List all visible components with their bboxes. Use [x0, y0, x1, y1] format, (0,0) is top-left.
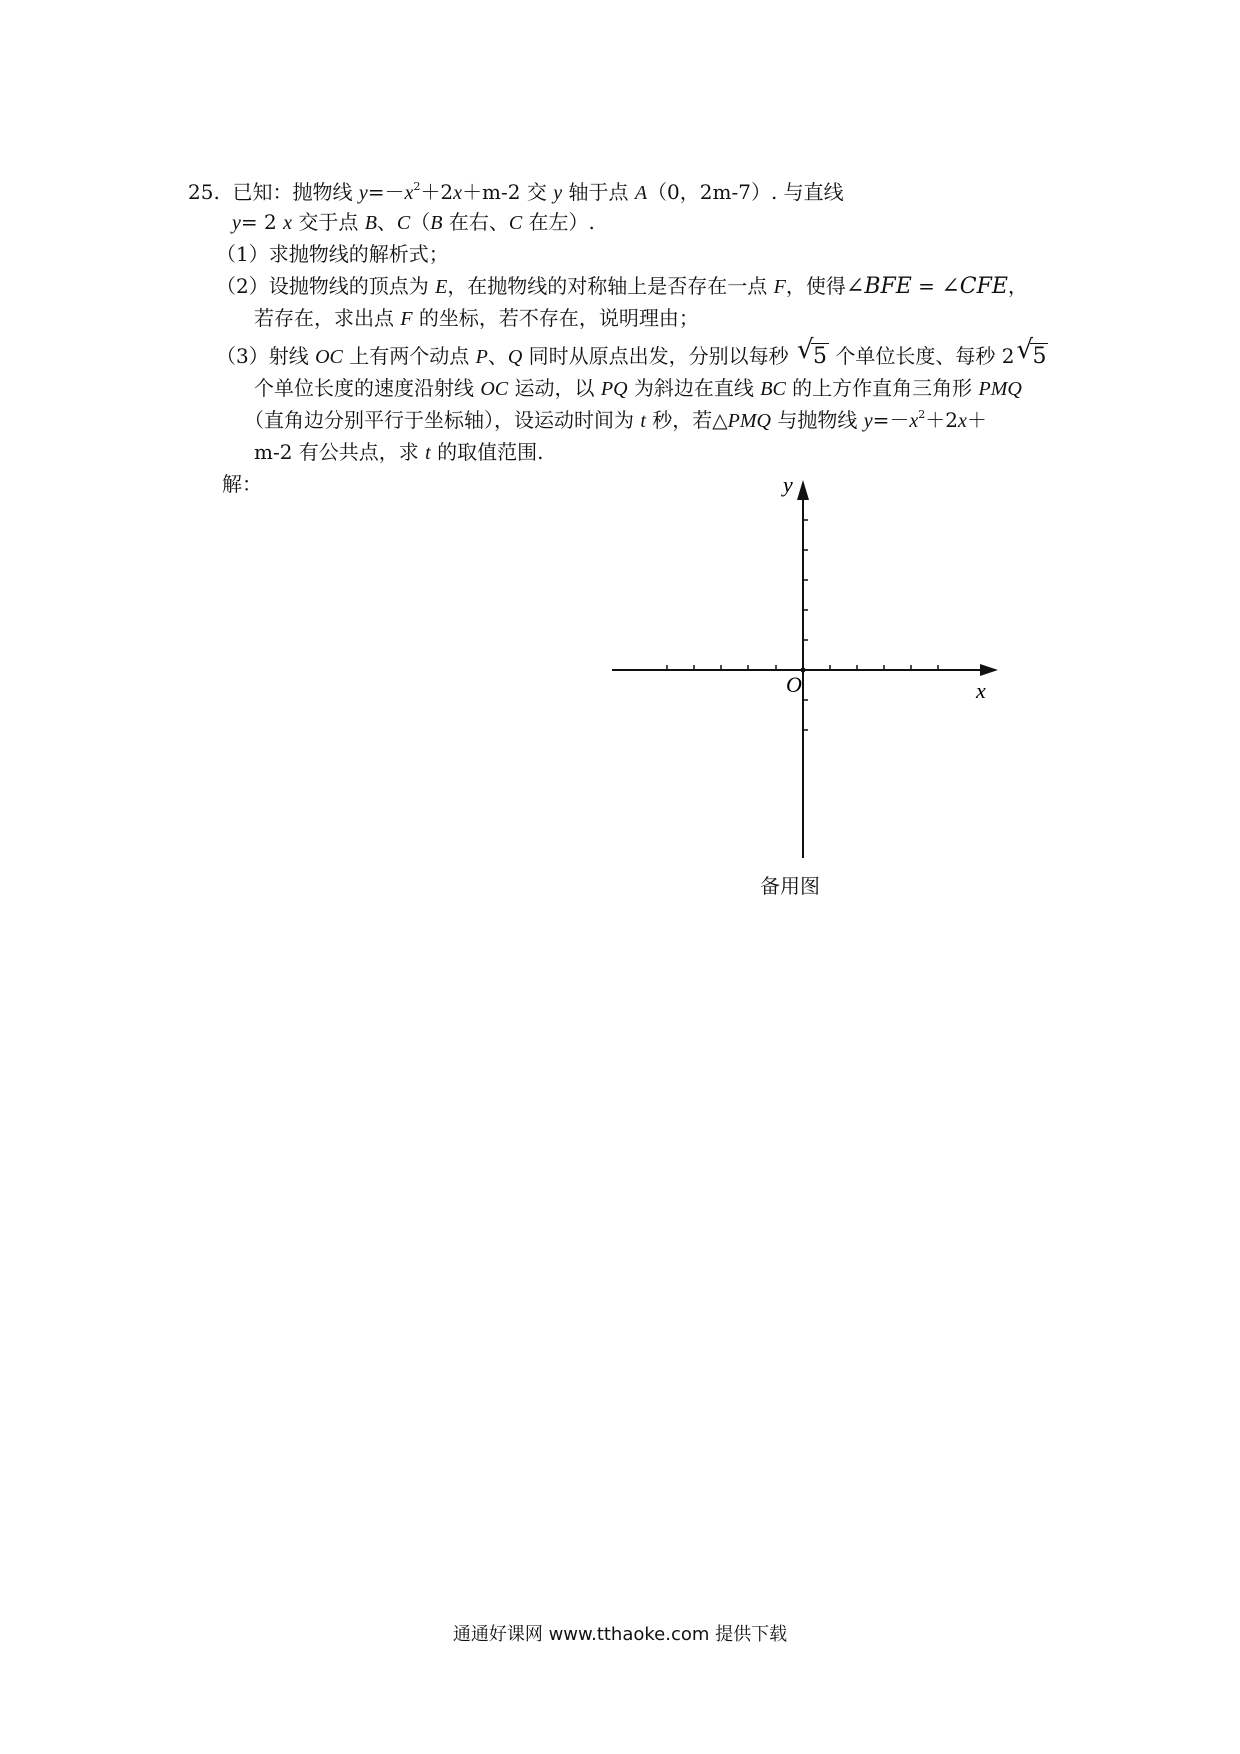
part-3-line-4: m-2 有公共点，求 t 的取值范围.	[254, 440, 544, 464]
part-3-line-1: （3）射线 OC 上有两个动点 P、Q 同时从原点出发，分别以每秒 √ 5 个单位长度、每秒 2 √ 5	[216, 335, 1047, 369]
problem-line-2: y= 2 x 交于点 B、C（B 在右、C 在左）.	[232, 210, 595, 234]
axes-svg	[600, 470, 1020, 870]
part-3-line-3: （直角边分别平行于坐标轴），设运动时间为 t 秒，若△PMQ 与抛物线 $y=-x^2+2x+$	[244, 408, 987, 432]
sqrt-five-b: √ 5	[1016, 335, 1047, 369]
problem-number: 25.	[188, 180, 220, 204]
x-axis-label: x	[976, 678, 986, 703]
angle-bfe: ∠BFE	[845, 274, 912, 299]
coordinate-figure	[600, 470, 1020, 870]
x-axis-arrow	[980, 664, 998, 676]
answer-label: 解：	[222, 472, 262, 496]
part-2-line-2: 若存在，求出点 F 的坐标，若不存在，说明理由；	[254, 306, 699, 330]
part-1: （1）求抛物线的解析式；	[216, 242, 449, 266]
problem-line-1: 25. 已知：抛物线 $y=-x^2+2x+m-2$ 交 y 轴于点 A（0，2m-7）. 与直线	[188, 180, 844, 204]
part-2-line-1: （2）设抛物线的顶点为 E，在抛物线的对称轴上是否存在一点 F，使得∠BFE = ∠CFE，	[216, 274, 1028, 299]
angle-cfe: ∠CFE	[941, 274, 1008, 299]
origin-label: O	[786, 672, 802, 697]
y-axis-arrow	[797, 480, 809, 500]
sqrt-five: √ 5	[797, 335, 827, 369]
figure-caption: 备用图	[760, 874, 820, 898]
y-axis-label: y	[783, 472, 793, 497]
footer-credit: 通通好课网 www.tthaoke.com 提供下载	[452, 1624, 788, 1645]
part-3-line-2: 个单位长度的速度沿射线 OC 运动，以 PQ 为斜边在直线 BC 的上方作直角三角形 PMQ	[254, 376, 1022, 400]
